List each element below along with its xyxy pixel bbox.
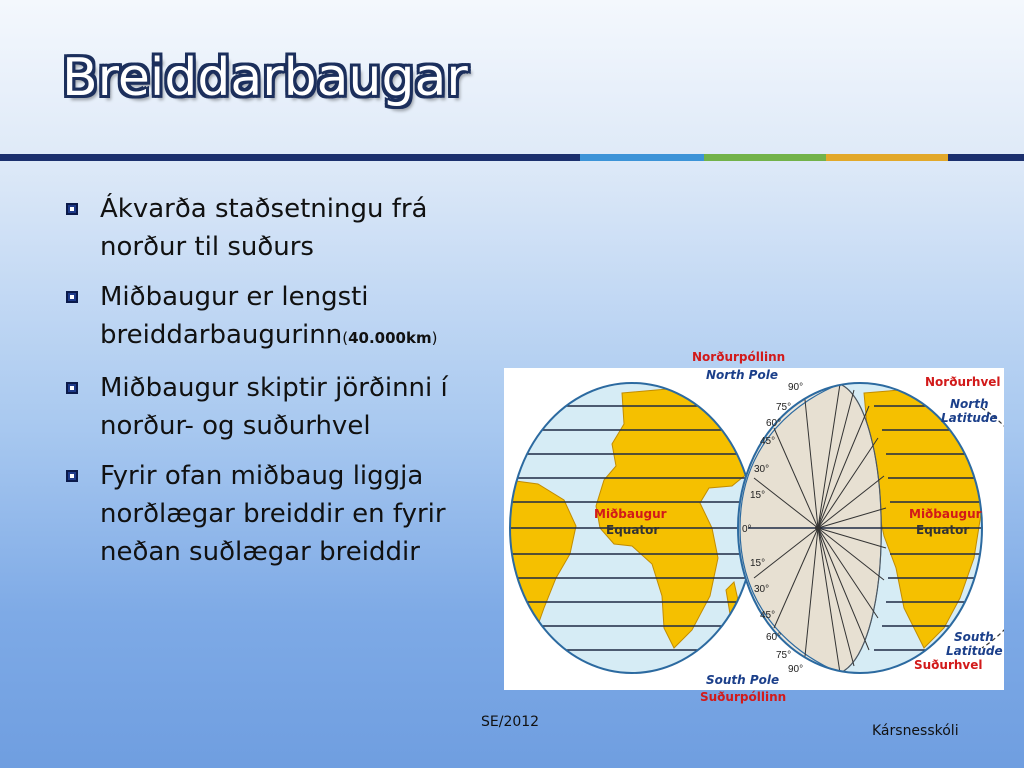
square-bullet-icon	[66, 291, 78, 303]
deg-label: 15°	[750, 558, 766, 569]
footer-date: SE/2012	[481, 714, 540, 730]
square-bullet-icon	[66, 203, 78, 215]
note-open-paren: (	[342, 329, 349, 347]
deg-label: 60°	[766, 632, 782, 643]
deg-label: 60°	[766, 418, 782, 429]
equator-label-is-right: Miðbaugur	[909, 507, 982, 521]
divider-blue-band	[580, 154, 704, 161]
southern-hemisphere-label: Suðurhvel	[914, 658, 983, 672]
northern-hemisphere-label: Norðurhvel	[925, 375, 1001, 389]
footer-school: Kársnesskóli	[872, 723, 959, 739]
bullet-item	[64, 457, 484, 571]
slide-title: Breiddarbaugar	[62, 48, 468, 108]
divider-green-band	[704, 154, 826, 161]
deg-label: 0°	[742, 524, 752, 535]
square-bullet-icon	[66, 470, 78, 482]
latitude-globe-figure	[504, 368, 1004, 690]
bullet-text: Miðbaugur skiptir jörðinni í norður- og suðurhvel	[100, 373, 448, 441]
north-pole-label-en: North Pole	[706, 368, 778, 382]
deg-label: 30°	[754, 464, 770, 475]
south-pole-label-en: South Pole	[706, 673, 780, 687]
north-latitude-label-1: North	[950, 397, 989, 411]
deg-label: 90°	[788, 382, 804, 393]
divider-navy-band	[0, 154, 580, 161]
bullet-text: Fyrir ofan miðbaug liggja norðlægar breiddir en fyrir neðan suðlægar breiddir	[100, 461, 446, 567]
bullet-item	[64, 190, 484, 266]
north-latitude-label-2: Latitude	[941, 411, 998, 425]
north-pole-label-is: Norðurpóllinn	[692, 350, 786, 364]
equator-label-en-left: Equator	[606, 523, 660, 537]
bullet-item	[64, 278, 484, 357]
south-pole-label-is: Suðurpóllinn	[700, 690, 787, 704]
bullet-text: Ákvarða staðsetningu frá norður til suðurs	[100, 194, 428, 262]
deg-label: 75°	[776, 402, 792, 413]
deg-label: 30°	[754, 584, 770, 595]
bullet-note	[342, 329, 437, 347]
square-bullet-icon	[66, 382, 78, 394]
note-value: 40.000km	[348, 329, 432, 347]
deg-label: 15°	[750, 490, 766, 501]
divider-navy-end-band	[948, 154, 1024, 161]
deg-label: 75°	[776, 650, 792, 661]
deg-label: 90°	[788, 664, 804, 675]
bullet-list	[64, 190, 484, 583]
deg-label: 45°	[760, 610, 776, 621]
note-close-paren: )	[431, 329, 438, 347]
south-latitude-label-1: South	[954, 630, 994, 644]
bullet-text: Miðbaugur er lengsti breiddarbaugurinn	[100, 282, 369, 350]
south-latitude-label-2: Latitude	[946, 644, 1003, 658]
deg-label: 45°	[760, 436, 776, 447]
latitude-arc-arrow	[982, 408, 1004, 648]
equator-label-en-right: Equator	[916, 523, 970, 537]
bullet-item	[64, 369, 484, 445]
equator-label-is-left: Miðbaugur	[594, 507, 667, 521]
divider-gold-band	[826, 154, 948, 161]
